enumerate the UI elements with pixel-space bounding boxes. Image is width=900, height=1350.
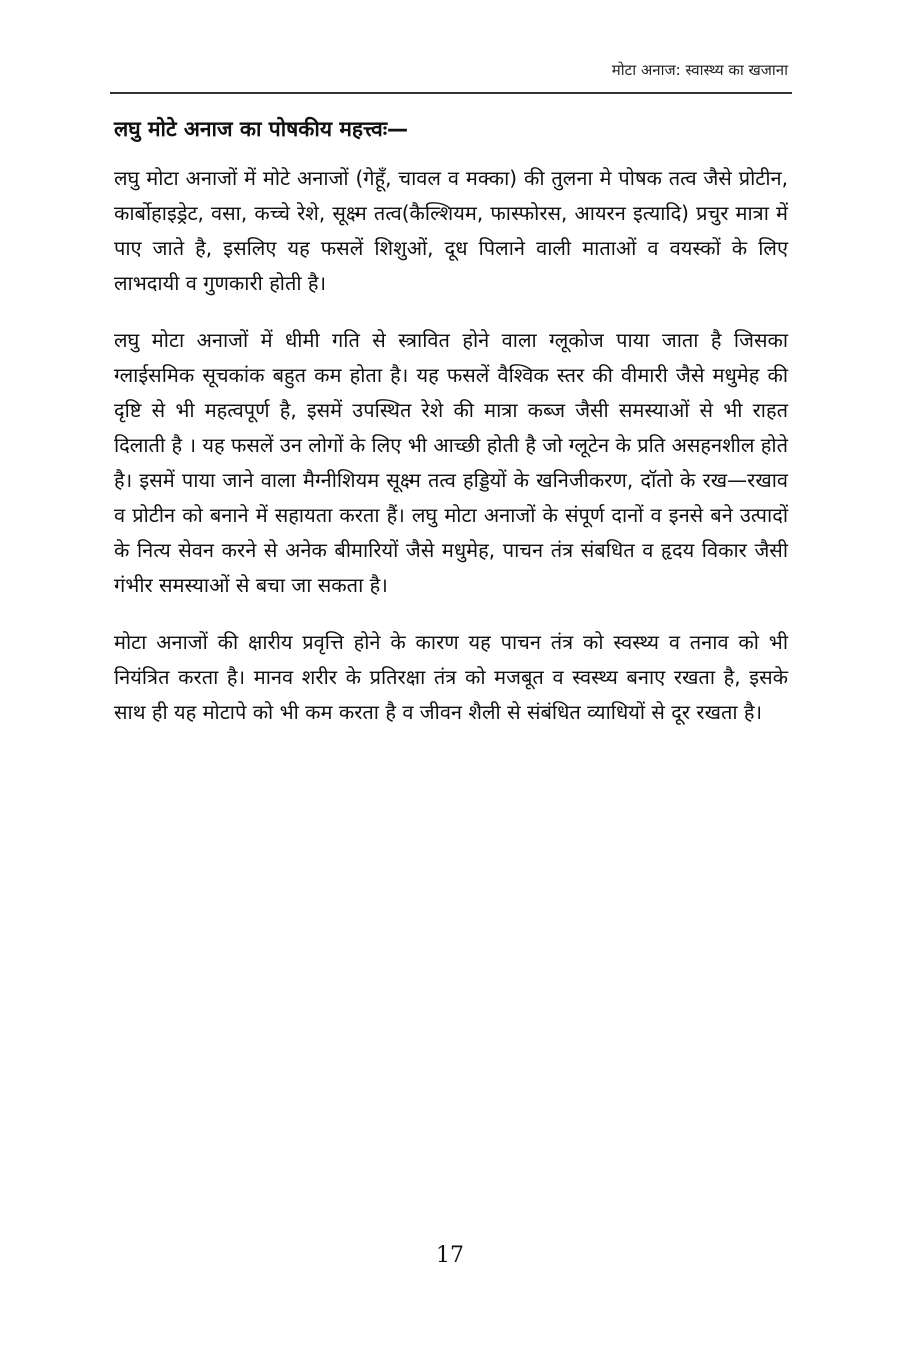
page-body [114, 113, 788, 752]
running-header-title: मोटा अनाज: स्वास्थ्य का खजाना [611, 61, 788, 79]
header-divider [110, 92, 792, 94]
section-heading: लघु मोटे अनाज का पोषकीय महत्त्वः— [114, 117, 409, 141]
page-number: 17 [436, 1243, 464, 1268]
paragraph-nutrition: लघु मोटा अनाजों में मोटे अनाजों (गेहूँ, चावल व मक्का) की तुलना मे पोषक तत्व जैसे प्रोटीन, कार्बोहाइड्रेट, वसा, कच्चे रेशे, सूक्ष्म तत्व(कैल्शियम, फास्फोरस, आयरन इत्यादि) प्रचुर मात्रा में पाए जाते है, इसलिए यह फसलें शिशुओं, दूध पिलाने वाली माताओं व वयस्कों के लिए लाभदायी व गुणकारी होती है। [114, 166, 788, 295]
paragraph-glycemic-benefits: लघु मोटा अनाजों में धीमी गति से स्त्रावित होने वाला ग्लूकोज पाया जाता है जिसका ग्लाईसमिक सूचकांक बहुत कम होता है। यह फसलें वैश्विक स्तर की वीमारी जैसे मधुमेह की दृष्टि से भी महत्वपूर्ण है, इसमें उपस्थित रेशे की मात्रा कब्ज जैसी समस्याओं से भी राहत दिलाती है । यह फसलें उन लोगों के लिए भी आच्छी होती है जो ग्लूटेन के प्रति असहनशील होते है। इसमें पाया जाने वाला मैग्नीशियम सूक्ष्म तत्व हड्डियों के खनिजीकरण, दॉतो के रख—रखाव व प्रोटीन को बनाने में सहायता करता हैं। लघु मोटा अनाजों के संपूर्ण दानों व इनसे बने उत्पादों के नित्य सेवन करने से अनेक बीमारियों जैसे मधुमेह, पाचन तंत्र संबधित व हृदय विकार जैसी गंभीर समस्याओं से बचा जा सकता है। [114, 328, 788, 597]
paragraph-alkaline-nature: मोटा अनाजों की क्षारीय प्रवृत्ति होने के कारण यह पाचन तंत्र को स्वस्थ्य व तनाव को भी नियंत्रित करता है। मानव शरीर के प्रतिरक्षा तंत्र को मजबूत व स्वस्थ्य बनाए रखता है, इसके साथ ही यह मोटापे को भी कम करता है व जीवन शैली से संबंधित व्याधियों से दूर रखता है। [114, 630, 788, 724]
